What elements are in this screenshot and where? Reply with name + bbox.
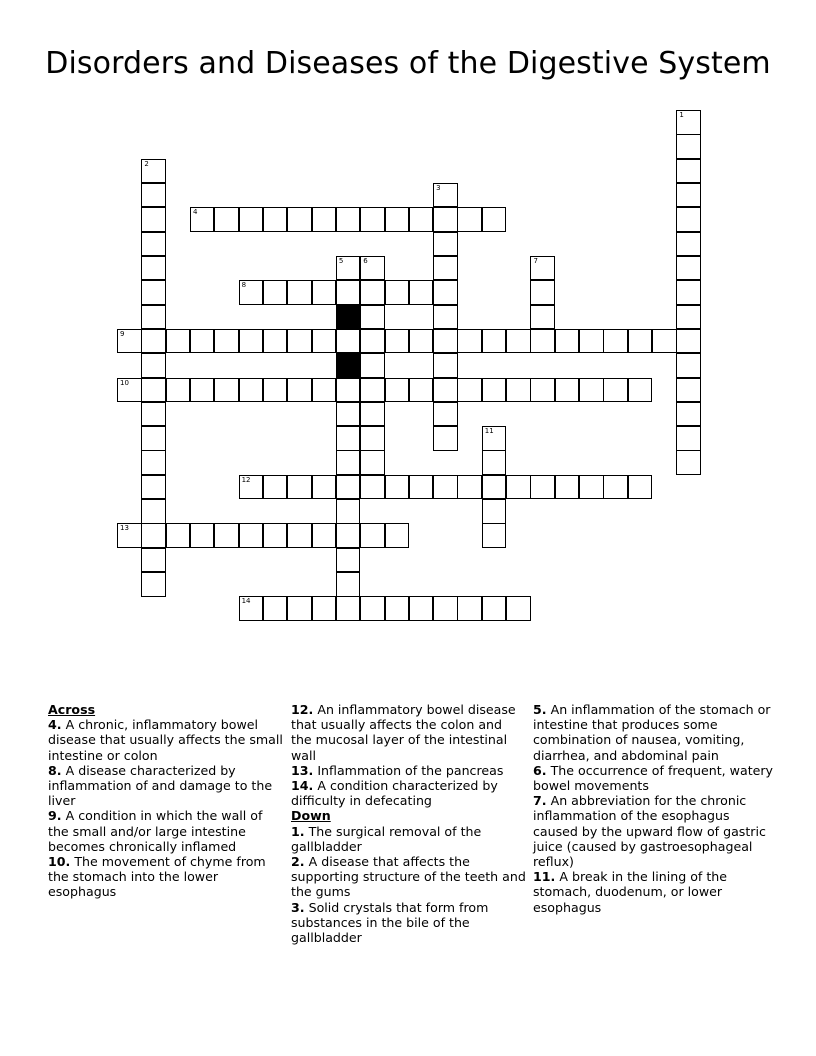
grid-cell[interactable]	[482, 523, 507, 548]
grid-cell[interactable]	[628, 329, 653, 354]
grid-cell[interactable]	[141, 450, 166, 475]
grid-cell[interactable]	[336, 256, 361, 281]
grid-cell[interactable]	[555, 329, 580, 354]
grid-cell[interactable]	[433, 329, 458, 354]
grid-cell[interactable]	[141, 183, 166, 208]
cell-number: 6	[363, 256, 368, 265]
grid-cell[interactable]	[433, 426, 458, 451]
clue-number: 3.	[291, 899, 305, 915]
grid-cell[interactable]	[312, 378, 337, 403]
grid-cell[interactable]	[239, 280, 264, 305]
grid-cell[interactable]	[676, 207, 701, 232]
across-header: Across	[48, 702, 96, 717]
grid-cell[interactable]	[312, 523, 337, 548]
grid-cell[interactable]	[360, 329, 385, 354]
grid-cell[interactable]	[530, 256, 555, 281]
grid-cell[interactable]	[141, 353, 166, 378]
grid-cell[interactable]	[214, 378, 239, 403]
grid-cell[interactable]	[676, 402, 701, 427]
grid-cell[interactable]	[482, 426, 507, 451]
grid-cell[interactable]	[360, 256, 385, 281]
across-clue	[48, 763, 283, 809]
clue-text: An inflammation of the stomach or intestine that produces some combination of nausea, vomiting, diarrhea, and abdominal pain	[533, 702, 771, 763]
grid-cell[interactable]	[336, 596, 361, 621]
blocked-cell	[336, 305, 361, 330]
grid-cell[interactable]	[312, 596, 337, 621]
grid-cell[interactable]	[336, 426, 361, 451]
grid-cell[interactable]	[628, 475, 653, 500]
grid-cell[interactable]	[506, 329, 531, 354]
grid-cell[interactable]	[239, 378, 264, 403]
grid-cell[interactable]	[676, 426, 701, 451]
across-clue	[291, 702, 526, 763]
clue-number: 8.	[48, 762, 62, 778]
grid-cell[interactable]	[433, 596, 458, 621]
grid-cell[interactable]	[385, 378, 410, 403]
down-clue	[291, 824, 526, 854]
grid-cell[interactable]	[457, 378, 482, 403]
grid-cell[interactable]	[676, 159, 701, 184]
cell-number: 13	[120, 524, 129, 533]
grid-cell[interactable]	[457, 207, 482, 232]
grid-cell[interactable]	[409, 280, 434, 305]
grid-cell[interactable]	[141, 548, 166, 573]
grid-cell[interactable]	[263, 523, 288, 548]
grid-cell[interactable]	[530, 280, 555, 305]
grid-cell[interactable]	[676, 232, 701, 257]
grid-cell[interactable]	[336, 280, 361, 305]
grid-cell[interactable]	[385, 523, 410, 548]
grid-cell[interactable]	[287, 523, 312, 548]
grid-cell[interactable]	[141, 256, 166, 281]
grid-cell[interactable]	[336, 523, 361, 548]
clue-number: 1.	[291, 823, 305, 839]
grid-cell[interactable]	[117, 329, 142, 354]
down-header: Down	[291, 808, 331, 824]
clue-number: 6.	[533, 762, 547, 778]
clue-number: 14.	[291, 778, 314, 794]
grid-cell[interactable]	[287, 207, 312, 232]
clue-text: A disease characterized by inflammation of and damage to the liver	[48, 762, 273, 809]
grid-cell[interactable]	[287, 378, 312, 403]
clue-column-2	[291, 702, 526, 945]
grid-cell[interactable]	[287, 475, 312, 500]
clue-column-3	[533, 702, 773, 915]
grid-cell[interactable]	[214, 207, 239, 232]
cell-number: 14	[241, 597, 251, 606]
clue-number: 11.	[533, 869, 556, 885]
clue-number: 5.	[533, 702, 547, 717]
blocked-cell	[336, 353, 361, 378]
grid-cell[interactable]	[336, 207, 361, 232]
grid-cell[interactable]	[409, 596, 434, 621]
clue-number: 9.	[48, 808, 62, 824]
grid-cell[interactable]	[652, 329, 677, 354]
puzzle-title: Disorders and Diseases of the Digestive System	[45, 46, 771, 81]
grid-cell[interactable]	[676, 353, 701, 378]
clue-text: A disease that affects the supporting structure of the teeth and the gums	[291, 854, 526, 900]
grid-cell[interactable]	[482, 475, 507, 500]
clue-text: A break in the lining of the stomach, duodenum, or lower esophagus	[533, 869, 728, 915]
down-clue	[533, 869, 773, 915]
grid-cell[interactable]	[360, 305, 385, 330]
clue-text: The occurrence of frequent, watery bowel movements	[533, 762, 774, 794]
down-clue	[291, 900, 526, 946]
cell-number: 4	[192, 208, 198, 217]
grid-cell[interactable]	[336, 548, 361, 573]
across-clue	[48, 808, 283, 854]
grid-cell[interactable]	[433, 353, 458, 378]
grid-cell[interactable]	[433, 475, 458, 500]
cell-number: 9	[120, 329, 125, 338]
down-clue	[533, 763, 773, 793]
grid-cell[interactable]	[555, 475, 580, 500]
grid-cell[interactable]	[530, 378, 555, 403]
grid-cell[interactable]	[141, 207, 166, 232]
across-clue	[48, 854, 283, 900]
grid-cell[interactable]	[117, 523, 142, 548]
grid-cell[interactable]	[482, 450, 507, 475]
grid-cell[interactable]	[190, 329, 215, 354]
clue-text: The movement of chyme from the stomach into the lower esophagus	[48, 854, 266, 900]
cell-number: 11	[484, 427, 494, 436]
grid-cell[interactable]	[457, 329, 482, 354]
grid-cell[interactable]	[360, 378, 385, 403]
grid-cell[interactable]	[141, 232, 166, 257]
clue-text: A condition in which the wall of the small and/or large intestine becomes chronically inflamed	[48, 808, 263, 854]
down-clue	[533, 793, 773, 869]
clue-number: 2.	[291, 854, 305, 870]
clue-text: A chronic, inflammatory bowel disease that usually affects the small intestine or colon	[48, 717, 283, 763]
grid-cell[interactable]	[506, 378, 531, 403]
grid-cell[interactable]	[603, 329, 628, 354]
clue-column-1	[48, 702, 283, 900]
across-clue	[291, 778, 526, 808]
grid-cell[interactable]	[166, 378, 191, 403]
grid-cell[interactable]	[263, 207, 288, 232]
clue-text: An abbreviation for the chronic inflammation of the esophagus caused by the upward flow of gastric juice (caused by gastroesophageal reflux)	[533, 793, 766, 870]
grid-cell[interactable]	[141, 329, 166, 354]
cell-number: 1	[679, 111, 684, 119]
grid-cell[interactable]	[579, 475, 604, 500]
grid-cell[interactable]	[409, 475, 434, 500]
grid-cell[interactable]	[312, 329, 337, 354]
grid-cell[interactable]	[482, 329, 507, 354]
grid-cell[interactable]	[433, 305, 458, 330]
cell-number: 2	[144, 159, 149, 168]
grid-cell[interactable]	[263, 329, 288, 354]
clue-number: 10.	[48, 854, 71, 870]
grid-cell[interactable]	[676, 378, 701, 403]
grid-cell[interactable]	[360, 523, 385, 548]
clue-text: Solid crystals that form from substances in the bile of the gallbladder	[291, 899, 489, 946]
grid-cell[interactable]	[506, 475, 531, 500]
grid-cell[interactable]	[530, 329, 555, 354]
grid-cell[interactable]	[482, 499, 507, 524]
grid-cell[interactable]	[409, 329, 434, 354]
grid-cell[interactable]	[579, 378, 604, 403]
grid-cell[interactable]	[239, 329, 264, 354]
grid-cell[interactable]	[336, 329, 361, 354]
grid-cell[interactable]	[239, 523, 264, 548]
grid-cell[interactable]	[360, 426, 385, 451]
grid-cell[interactable]	[385, 280, 410, 305]
grid-cell[interactable]	[433, 183, 458, 208]
grid-cell[interactable]	[676, 183, 701, 208]
grid-cell[interactable]	[190, 523, 215, 548]
grid-cell[interactable]	[336, 572, 361, 597]
grid-cell[interactable]	[676, 280, 701, 305]
grid-cell[interactable]	[457, 475, 482, 500]
grid-cell[interactable]	[603, 475, 628, 500]
grid-cell[interactable]	[239, 596, 264, 621]
grid-cell[interactable]	[433, 232, 458, 257]
grid-cell[interactable]	[141, 572, 166, 597]
grid-cell[interactable]	[287, 280, 312, 305]
grid-cell[interactable]	[214, 329, 239, 354]
grid-cell[interactable]	[263, 475, 288, 500]
grid-cell[interactable]	[166, 329, 191, 354]
grid-cell[interactable]	[457, 596, 482, 621]
down-clue	[291, 854, 526, 900]
grid-cell[interactable]	[676, 256, 701, 281]
grid-cell[interactable]	[676, 450, 701, 475]
grid-cell[interactable]	[312, 475, 337, 500]
grid-cell[interactable]	[385, 329, 410, 354]
grid-cell[interactable]	[263, 378, 288, 403]
clue-text: Inflammation of the pancreas	[317, 762, 504, 778]
grid-cell[interactable]	[482, 207, 507, 232]
grid-cell[interactable]	[409, 207, 434, 232]
grid-cell[interactable]	[141, 499, 166, 524]
down-clue	[533, 702, 773, 763]
grid-cell[interactable]	[239, 475, 264, 500]
grid-cell[interactable]	[360, 207, 385, 232]
grid-cell[interactable]	[190, 378, 215, 403]
grid-cell[interactable]	[385, 475, 410, 500]
grid-cell[interactable]	[287, 596, 312, 621]
grid-cell[interactable]	[433, 402, 458, 427]
grid-cell[interactable]	[385, 596, 410, 621]
across-clue	[291, 763, 526, 778]
grid-cell[interactable]	[385, 207, 410, 232]
grid-cell[interactable]	[603, 378, 628, 403]
grid-cell[interactable]	[360, 280, 385, 305]
grid-cell[interactable]	[336, 402, 361, 427]
grid-cell[interactable]	[433, 280, 458, 305]
grid-cell[interactable]	[117, 378, 142, 403]
grid-cell[interactable]	[530, 305, 555, 330]
grid-cell[interactable]	[239, 207, 264, 232]
grid-cell[interactable]	[360, 596, 385, 621]
grid-cell[interactable]	[628, 378, 653, 403]
grid-cell[interactable]	[506, 596, 531, 621]
clue-text: A condition characterized by difficulty in defecating	[291, 778, 498, 809]
grid-cell[interactable]	[141, 280, 166, 305]
clue-number: 13.	[291, 762, 314, 778]
grid-cell[interactable]	[482, 596, 507, 621]
grid-cell[interactable]	[214, 523, 239, 548]
grid-cell[interactable]	[530, 475, 555, 500]
grid-cell[interactable]	[141, 159, 166, 184]
grid-cell[interactable]	[312, 280, 337, 305]
grid-cell[interactable]	[676, 329, 701, 354]
clue-number: 4.	[48, 717, 62, 733]
grid-cell[interactable]	[433, 207, 458, 232]
grid-cell[interactable]	[336, 475, 361, 500]
grid-cell[interactable]	[141, 523, 166, 548]
grid-cell[interactable]	[433, 256, 458, 281]
grid-cell[interactable]	[263, 596, 288, 621]
across-clue	[48, 717, 283, 763]
grid-cell[interactable]	[287, 329, 312, 354]
grid-cell[interactable]	[336, 499, 361, 524]
grid-cell[interactable]	[433, 378, 458, 403]
grid-cell[interactable]	[360, 402, 385, 427]
grid-cell[interactable]	[336, 450, 361, 475]
cell-number: 3	[436, 183, 441, 192]
grid-cell[interactable]	[482, 378, 507, 403]
clue-number: 12.	[291, 702, 314, 717]
grid-cell[interactable]	[579, 329, 604, 354]
grid-cell[interactable]	[141, 426, 166, 451]
cell-number: 10	[120, 378, 129, 387]
cell-number: 12	[241, 475, 251, 484]
grid-cell[interactable]	[141, 475, 166, 500]
grid-cell[interactable]	[360, 450, 385, 475]
cell-number: 5	[338, 256, 344, 265]
grid-cell[interactable]	[190, 207, 215, 232]
grid-cell[interactable]	[141, 378, 166, 403]
grid-cell[interactable]	[676, 110, 701, 135]
grid-cell[interactable]	[336, 378, 361, 403]
grid-cell[interactable]	[676, 134, 701, 159]
grid-cell[interactable]	[555, 378, 580, 403]
cell-number: 8	[241, 281, 247, 290]
grid-cell[interactable]	[141, 305, 166, 330]
grid-cell[interactable]	[676, 305, 701, 330]
grid-cell[interactable]	[312, 207, 337, 232]
clue-number: 7.	[533, 793, 547, 809]
clue-text: An inflammatory bowel disease that usually affects the colon and the mucosal layer of the intestinal wall	[291, 702, 516, 763]
grid-cell[interactable]	[166, 523, 191, 548]
grid-cell[interactable]	[263, 280, 288, 305]
cell-number: 7	[533, 256, 538, 265]
grid-cell[interactable]	[360, 353, 385, 378]
grid-cell[interactable]	[360, 475, 385, 500]
clue-text: The surgical removal of the gallbladder	[291, 823, 482, 854]
grid-cell[interactable]	[141, 402, 166, 427]
grid-cell[interactable]	[409, 378, 434, 403]
